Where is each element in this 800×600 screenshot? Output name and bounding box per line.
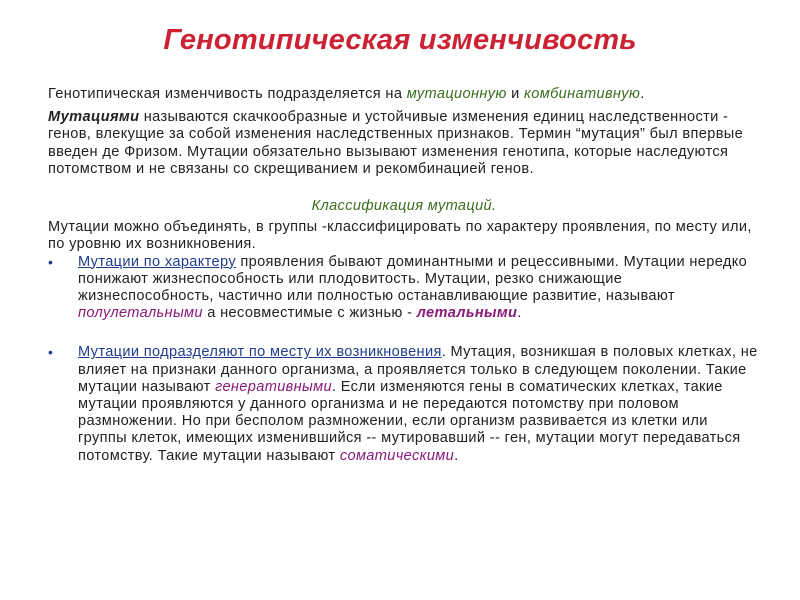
bullet1-em-lethal: летальными	[416, 305, 518, 322]
bullet1-em-semilethal: полулетальными	[78, 305, 203, 322]
mutations-definition-text: называются скачкообразные и устойчивые изменения единиц наследственности - генов, влекущие за собой изменения наследственных признаков. Термин “мутация” был впервые введен де Фризом. Мутации обязательно вызывают изменения генотипа, которые наследуются потомством и не связаны со скрещиванием и рекомбинацией генов.	[48, 109, 744, 177]
grouping-paragraph: Мутации можно объединять, в группы -классифицировать по характеру проявления, по месту или, по уровню их возникновения.	[48, 219, 752, 253]
link-mutations-by-location[interactable]: Мутации подразделяют по месту их возникновения	[78, 344, 442, 361]
bullet2-text-1: . Мутация, возникшая в половых клетках, не влияет на признаки данного организма, а проявляется только в следующем поколении. Такие мутации называют	[78, 344, 758, 395]
bullet2-text-2: . Если изменяются гены в соматических клетках, такие мутации проявляются у данного организма и не передаются потомству при половом размножении. Но при бесполом размножении, если организм развивается из клетки или группы клеток, имеющих изменившийся -- мутировавший -- ген, мутации могут передаваться потомству. Такие мутации называют	[78, 378, 741, 464]
bullet1-text-1: проявления бывают доминантными и рецессивными. Мутации нередко понижают жизнеспособность или плодовитость. Мутации, резко снижающие жизнеспособность, частично или полностью останавливающие развитие, называют	[78, 253, 748, 305]
intro-em-combinative: комбинативную	[524, 86, 641, 102]
bullet-icon: •	[48, 344, 54, 361]
intro-text-3: .	[640, 86, 645, 102]
bullet2-em-somatic: соматическими	[339, 447, 455, 464]
bullet2-text-3: .	[454, 447, 459, 464]
intro-text-2: и	[506, 86, 525, 102]
slide-title: Генотипическая изменчивость	[163, 24, 637, 56]
link-mutations-by-character[interactable]: Мутации по характеру	[78, 253, 236, 270]
intro-paragraph	[48, 86, 760, 103]
intro-em-mutational: мутационную	[406, 86, 507, 102]
bullet-item-location	[48, 344, 760, 464]
mutations-definition-paragraph	[48, 109, 760, 178]
intro-text-1: Генотипическая изменчивость подразделяется на	[48, 86, 407, 102]
classification-heading: Классификация мутаций.	[311, 198, 497, 215]
mutations-term: Мутациями	[48, 109, 140, 126]
slide-body	[48, 86, 760, 465]
bullet1-text-3: .	[517, 305, 522, 322]
bullet-icon: •	[48, 253, 54, 270]
bullet1-text-2: а несовместимые с жизнью -	[202, 305, 417, 322]
bullet-item-character	[48, 254, 760, 323]
bullet2-em-generative: генеративными	[215, 378, 332, 395]
